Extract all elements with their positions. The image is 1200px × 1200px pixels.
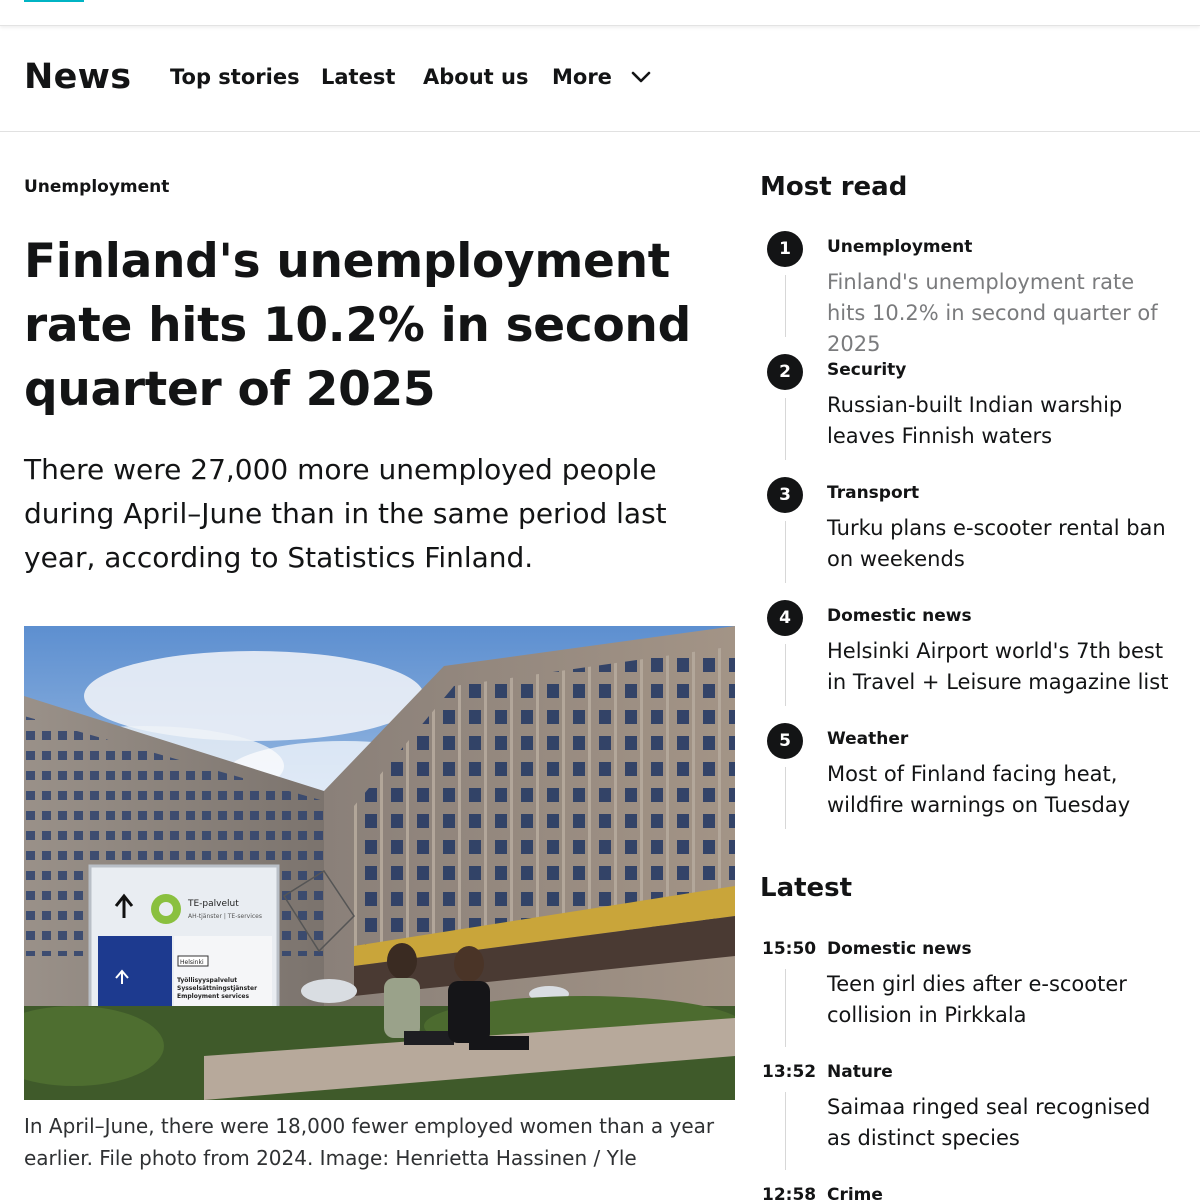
- article-headline: Finland's unemployment rate hits 10.2% in second quarter of 2025: [24, 234, 691, 417]
- photo-caption: In April–June, there were 18,000 fewer employed women than a year earlier. File photo from 2024. Image: Henrietta Hassinen / Yle: [24, 1114, 715, 1170]
- article-category[interactable]: Unemployment: [24, 177, 170, 197]
- divider-line: [785, 767, 786, 829]
- latest-link[interactable]: Teen girl dies after e-scooter collision in Pirkkala: [827, 972, 1127, 1027]
- rank-badge: 5: [767, 723, 803, 759]
- sign-city: Helsinki: [180, 959, 204, 966]
- latest-time: 15:50: [762, 939, 817, 959]
- divider-line: [785, 521, 786, 583]
- sign-service-en: Employment services: [177, 993, 250, 1000]
- rank-badge: 4: [767, 600, 803, 636]
- most-read-link[interactable]: Turku plans e-scooter rental ban on weekends: [827, 516, 1166, 571]
- divider-line: [785, 969, 786, 1047]
- most-read-category: Security: [827, 360, 907, 380]
- nav-about-us[interactable]: About us: [423, 65, 529, 89]
- most-read-link[interactable]: Finland's unemployment rate hits 10.2% in second quarter of 2025: [827, 270, 1158, 356]
- nav-top-stories[interactable]: Top stories: [170, 65, 300, 89]
- most-read-category: Weather: [827, 729, 909, 749]
- nav-more-label: More: [552, 65, 612, 89]
- most-read-link[interactable]: Most of Finland facing heat, wildfire warnings on Tuesday: [827, 762, 1131, 817]
- most-read-link[interactable]: Russian-built Indian warship leaves Finnish waters: [827, 393, 1123, 448]
- main-nav: [0, 27, 1200, 132]
- article-lead: There were 27,000 more unemployed people during April–June than in the same period last year, according to Statistics Finland.: [24, 453, 667, 574]
- sign-service-fi: Työllisyyspalvelut: [177, 977, 238, 984]
- latest-category: Domestic news: [827, 939, 972, 959]
- divider-line: [785, 1092, 786, 1170]
- rank-badge: 3: [767, 477, 803, 513]
- rank-badge: 2: [767, 354, 803, 390]
- most-read-link[interactable]: Helsinki Airport world's 7th best in Travel + Leisure magazine list: [827, 639, 1169, 694]
- divider-line: [785, 275, 786, 337]
- latest-category: Crime: [827, 1185, 883, 1200]
- nav-more[interactable]: [552, 65, 652, 89]
- divider-line: [785, 398, 786, 460]
- latest-category: Nature: [827, 1062, 893, 1082]
- sign-brand: TE-palvelut: [188, 899, 239, 909]
- accent-bar: [24, 0, 84, 2]
- most-read-category: Transport: [827, 483, 920, 503]
- article-photo: [24, 626, 735, 1100]
- photo-illustration: [24, 626, 735, 1100]
- divider-line: [785, 644, 786, 706]
- rank-badge: 1: [767, 231, 803, 267]
- latest-time: 12:58: [762, 1185, 817, 1200]
- sign-service-sv: Sysselsättningstjänster: [177, 985, 258, 992]
- most-read-category: Domestic news: [827, 606, 972, 626]
- sign-brand-sub: AH-tjänster | TE-services: [188, 913, 262, 920]
- most-read-category: Unemployment: [827, 237, 973, 257]
- nav-latest[interactable]: Latest: [321, 65, 396, 89]
- latest-link[interactable]: Saimaa ringed seal recognised as distinct species: [827, 1095, 1151, 1150]
- latest-heading: Latest: [760, 873, 853, 903]
- most-read-heading: Most read: [760, 172, 908, 202]
- chevron-down-icon: [630, 66, 652, 88]
- latest-time: 13:52: [762, 1062, 817, 1082]
- top-strip: [0, 0, 1200, 26]
- brand-logo[interactable]: News: [24, 57, 132, 97]
